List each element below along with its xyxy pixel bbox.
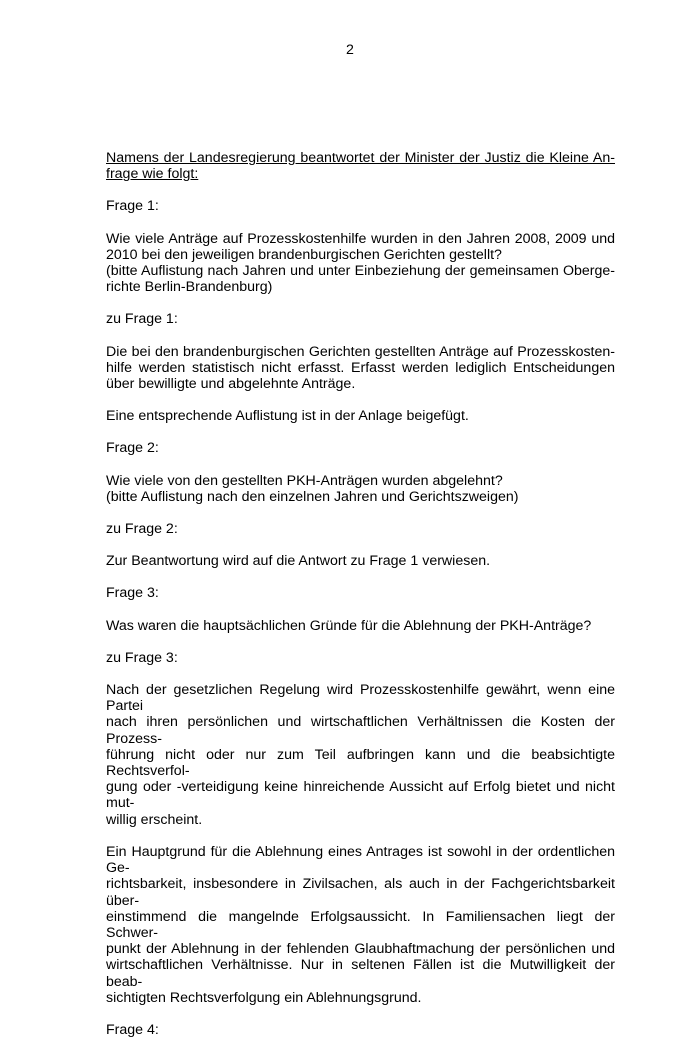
answer-1-line: Die bei den brandenburgischen Gerichten gestellten Anträge auf Prozesskosten-	[106, 343, 615, 360]
answer-3-line: willig erscheint.	[106, 811, 203, 828]
answer-3-line: nach ihren persönlichen und wirtschaftlichen Verhältnissen die Kosten der Prozess-	[106, 714, 615, 747]
answer-3-paragraph-2	[106, 844, 615, 1006]
answer-3-label: zu Frage 3:	[106, 649, 178, 666]
question-1-line: Wie viele Anträge auf Prozesskostenhilfe wurden in den Jahren 2008, 2009 und	[106, 230, 615, 247]
question-1-text	[106, 231, 615, 296]
intro-line: Namens der Landesregierung beantwortet der Minister der Justiz die Kleine An-	[106, 150, 615, 166]
answer-3-line: Nach der gesetzlichen Regelung wird Prozesskostenhilfe gewährt, wenn eine Partei	[106, 682, 615, 715]
answer-3-line: richtsbarkeit, insbesondere in Zivilsachen, als auch in der Fachgerichtsbarkeit über-	[106, 876, 615, 909]
answer-3-line: punkt der Ablehnung in der fehlenden Glaubhaftmachung der persönlichen und	[106, 941, 615, 958]
question-1-line: 2010 bei den jeweiligen brandenburgischen Gerichten gestellt?	[106, 246, 502, 263]
question-1-label: Frage 1:	[106, 198, 159, 215]
question-3-text: Was waren die hauptsächlichen Gründe für die Ablehnung der PKH-Anträge?	[106, 617, 592, 634]
answer-1-paragraph-2: Eine entsprechende Auflistung ist in der Anlage beigefügt.	[106, 408, 469, 425]
answer-2-paragraph: Zur Beantwortung wird auf die Antwort zu Frage 1 verwiesen.	[106, 553, 491, 570]
question-1-note-line: richte Berlin-Brandenburg)	[106, 279, 273, 296]
answer-1-line: über bewilligte und abgelehnte Anträge.	[106, 376, 356, 393]
answer-3-paragraph-1	[106, 682, 615, 828]
answer-2-label: zu Frage 2:	[106, 521, 178, 538]
answer-3-line: gung oder -verteidigung keine hinreichende Aussicht auf Erfolg bietet und nicht mut-	[106, 779, 615, 812]
answer-1-label: zu Frage 1:	[106, 311, 178, 328]
question-1-note-line: (bitte Auflistung nach Jahren und unter Einbeziehung der gemeinsamen Oberge-	[106, 263, 615, 280]
answer-1-line: hilfe werden statistisch nicht erfasst. Erfasst werden lediglich Entscheidungen	[106, 359, 615, 376]
page-number: 2	[346, 42, 354, 58]
intro-paragraph	[106, 150, 615, 182]
question-2-line: (bitte Auflistung nach den einzelnen Jahren und Gerichtszweigen)	[106, 488, 519, 505]
question-2-label: Frage 2:	[106, 440, 159, 457]
answer-3-line: führung nicht oder nur zum Teil aufbringen kann und die beabsichtigte Rechtsverfol-	[106, 746, 615, 780]
answer-3-line: einstimmend die mangelnde Erfolgsaussicht. In Familiensachen liegt der Schwer-	[106, 908, 615, 941]
answer-3-line: sichtigten Rechtsverfolgung ein Ablehnungsgrund.	[106, 989, 422, 1006]
question-3-label: Frage 3:	[106, 585, 159, 602]
answer-1-paragraph	[106, 344, 615, 393]
question-2-line: Wie viele von den gestellten PKH-Anträgen wurden abgelehnt?	[106, 472, 503, 489]
question-2-text	[106, 473, 615, 505]
answer-3-line: Ein Hauptgrund für die Ablehnung eines Antrages ist sowohl in der ordentlichen Ge-	[106, 843, 615, 877]
document-body	[106, 150, 615, 1054]
intro-line: frage wie folgt:	[106, 166, 199, 183]
answer-3-line: wirtschaftlichen Verhältnisse. Nur in seltenen Fällen ist die Mutwilligkeit der beab-	[106, 957, 615, 990]
question-4-label: Frage 4:	[106, 1021, 159, 1038]
